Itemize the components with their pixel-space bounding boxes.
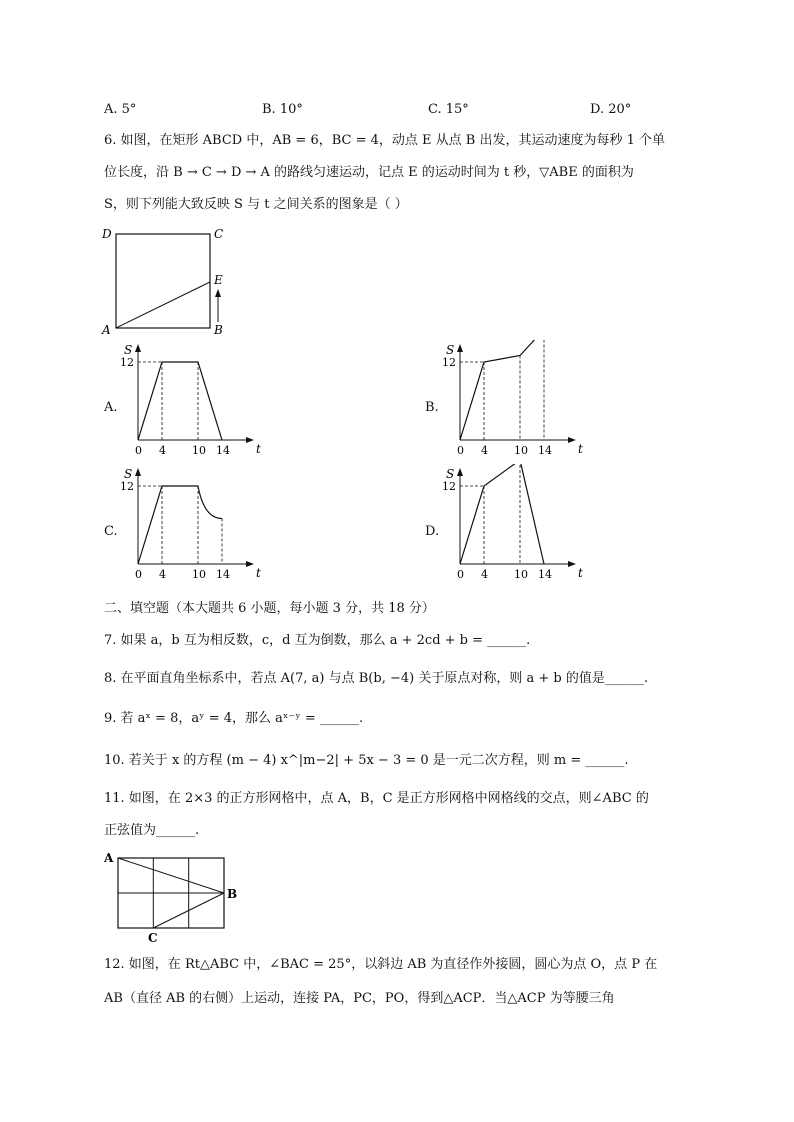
q6-graph-d-label: D.	[425, 524, 440, 539]
graph-series-line	[460, 464, 544, 564]
y-axis-label: S	[446, 467, 455, 481]
x-tick-label: 10	[192, 444, 206, 457]
q11-line1: 11. 如图，在 2×3 的正方形网格中，点 A，B，C 是正方形网格中网格线的交点，则∠ABC 的	[104, 791, 649, 806]
q6-graph-a-label: A.	[104, 400, 118, 415]
y-axis-label: S	[446, 343, 455, 357]
x-axis-arrow	[568, 561, 576, 567]
x-tick-label: 14	[538, 568, 552, 581]
x-tick-label: 4	[481, 444, 488, 457]
x-axis-label: t	[256, 442, 261, 456]
x-tick-label: 0	[135, 568, 142, 581]
segment-ab	[118, 858, 224, 893]
q9-text: 9. 若 aˣ = 8，aʸ = 4，那么 aˣ⁻ʸ = ______.	[104, 711, 364, 726]
graph-series-line	[138, 362, 222, 440]
y-tick-label: 12	[442, 356, 456, 369]
q10-text: 10. 若关于 x 的方程 (m − 4) x^|m−2| + 5x − 3 = 0 是一元二次方程，则 m = ______.	[104, 753, 629, 768]
y-axis-label: S	[124, 343, 133, 357]
q6-rectangle-figure	[96, 222, 236, 340]
q6-line1: 6. 如图，在矩形 ABCD 中，AB = 6，BC = 4，动点 E 从点 B 出发，其运动速度为每秒 1 个单	[104, 133, 665, 148]
q6-line2: 位长度，沿 B → C → D → A 的路线匀速运动，记点 E 的运动时间为 t 秒，▽ABE 的面积为	[104, 165, 634, 180]
y-axis-arrow	[135, 344, 141, 352]
x-tick-label: 0	[457, 568, 464, 581]
x-tick-label: 14	[538, 444, 552, 457]
q6-graph-c	[118, 464, 268, 588]
rect-abcd	[116, 234, 210, 328]
y-tick-label: 12	[442, 480, 456, 493]
y-axis-arrow	[457, 468, 463, 476]
q11-line2: 正弦值为______.	[104, 823, 200, 838]
x-tick-label: 10	[514, 568, 528, 581]
y-axis-arrow	[135, 468, 141, 476]
label-a: A	[102, 323, 111, 337]
arrow-head	[215, 289, 221, 297]
label-c: C	[148, 931, 158, 944]
q6-graph-c-label: C.	[104, 524, 118, 539]
x-axis-label: t	[578, 442, 583, 456]
y-axis-label: S	[124, 467, 133, 481]
label-a: A	[104, 851, 114, 865]
x-tick-label: 4	[159, 568, 166, 581]
q5-option-b: B. 10°	[262, 102, 303, 117]
q11-grid-figure	[100, 846, 250, 944]
x-tick-label: 14	[216, 568, 230, 581]
q12-line1: 12. 如图，在 Rt△ABC 中，∠BAC = 25°，以斜边 AB 为直径作外接圆，圆心为点 O，点 P 在	[104, 957, 658, 972]
q6-graph-b	[440, 340, 590, 464]
x-tick-label: 4	[481, 568, 488, 581]
q6-graph-d	[440, 464, 590, 588]
q6-line3: S，则下列能大致反映 S 与 t 之间关系的图象是（ ）	[104, 197, 408, 212]
graph-series-line	[460, 340, 544, 440]
y-axis-arrow	[457, 344, 463, 352]
label-e: E	[214, 273, 223, 287]
label-d: D	[102, 227, 112, 241]
graph-series-line	[138, 486, 222, 564]
label-c: C	[214, 227, 224, 241]
q12-line2: AB（直径 AB 的右侧）上运动，连接 PA，PC，PO，得到△ACP．当△ACP 为等腰三角	[104, 991, 615, 1006]
x-axis-label: t	[256, 566, 261, 580]
q7-text: 7. 如果 a，b 互为相反数，c，d 互为倒数，那么 a + 2cd + b = ______.	[104, 633, 531, 648]
label-b: B	[227, 887, 238, 901]
x-tick-label: 4	[159, 444, 166, 457]
segment-ae	[116, 282, 210, 328]
y-tick-label: 12	[120, 356, 134, 369]
x-tick-label: 14	[216, 444, 230, 457]
y-tick-label: 12	[120, 480, 134, 493]
q5-option-d: D. 20°	[590, 102, 632, 117]
x-tick-label: 0	[457, 444, 464, 457]
x-axis-arrow	[246, 561, 254, 567]
section2-heading: 二、填空题（本大题共 6 小题，每小题 3 分，共 18 分）	[104, 601, 435, 616]
x-axis-arrow	[246, 437, 254, 443]
q6-graph-a	[118, 340, 268, 464]
q8-text: 8. 在平面直角坐标系中，若点 A(7, a) 与点 B(b, −4) 关于原点对称，则 a + b 的值是______.	[104, 671, 648, 686]
x-axis-label: t	[578, 566, 583, 580]
x-tick-label: 10	[514, 444, 528, 457]
q6-graph-b-label: B.	[425, 400, 439, 415]
x-tick-label: 10	[192, 568, 206, 581]
label-b: B	[214, 323, 223, 337]
q5-option-c: C. 15°	[428, 102, 469, 117]
q5-option-a: A. 5°	[104, 102, 137, 117]
x-tick-label: 0	[135, 444, 142, 457]
x-axis-arrow	[568, 437, 576, 443]
